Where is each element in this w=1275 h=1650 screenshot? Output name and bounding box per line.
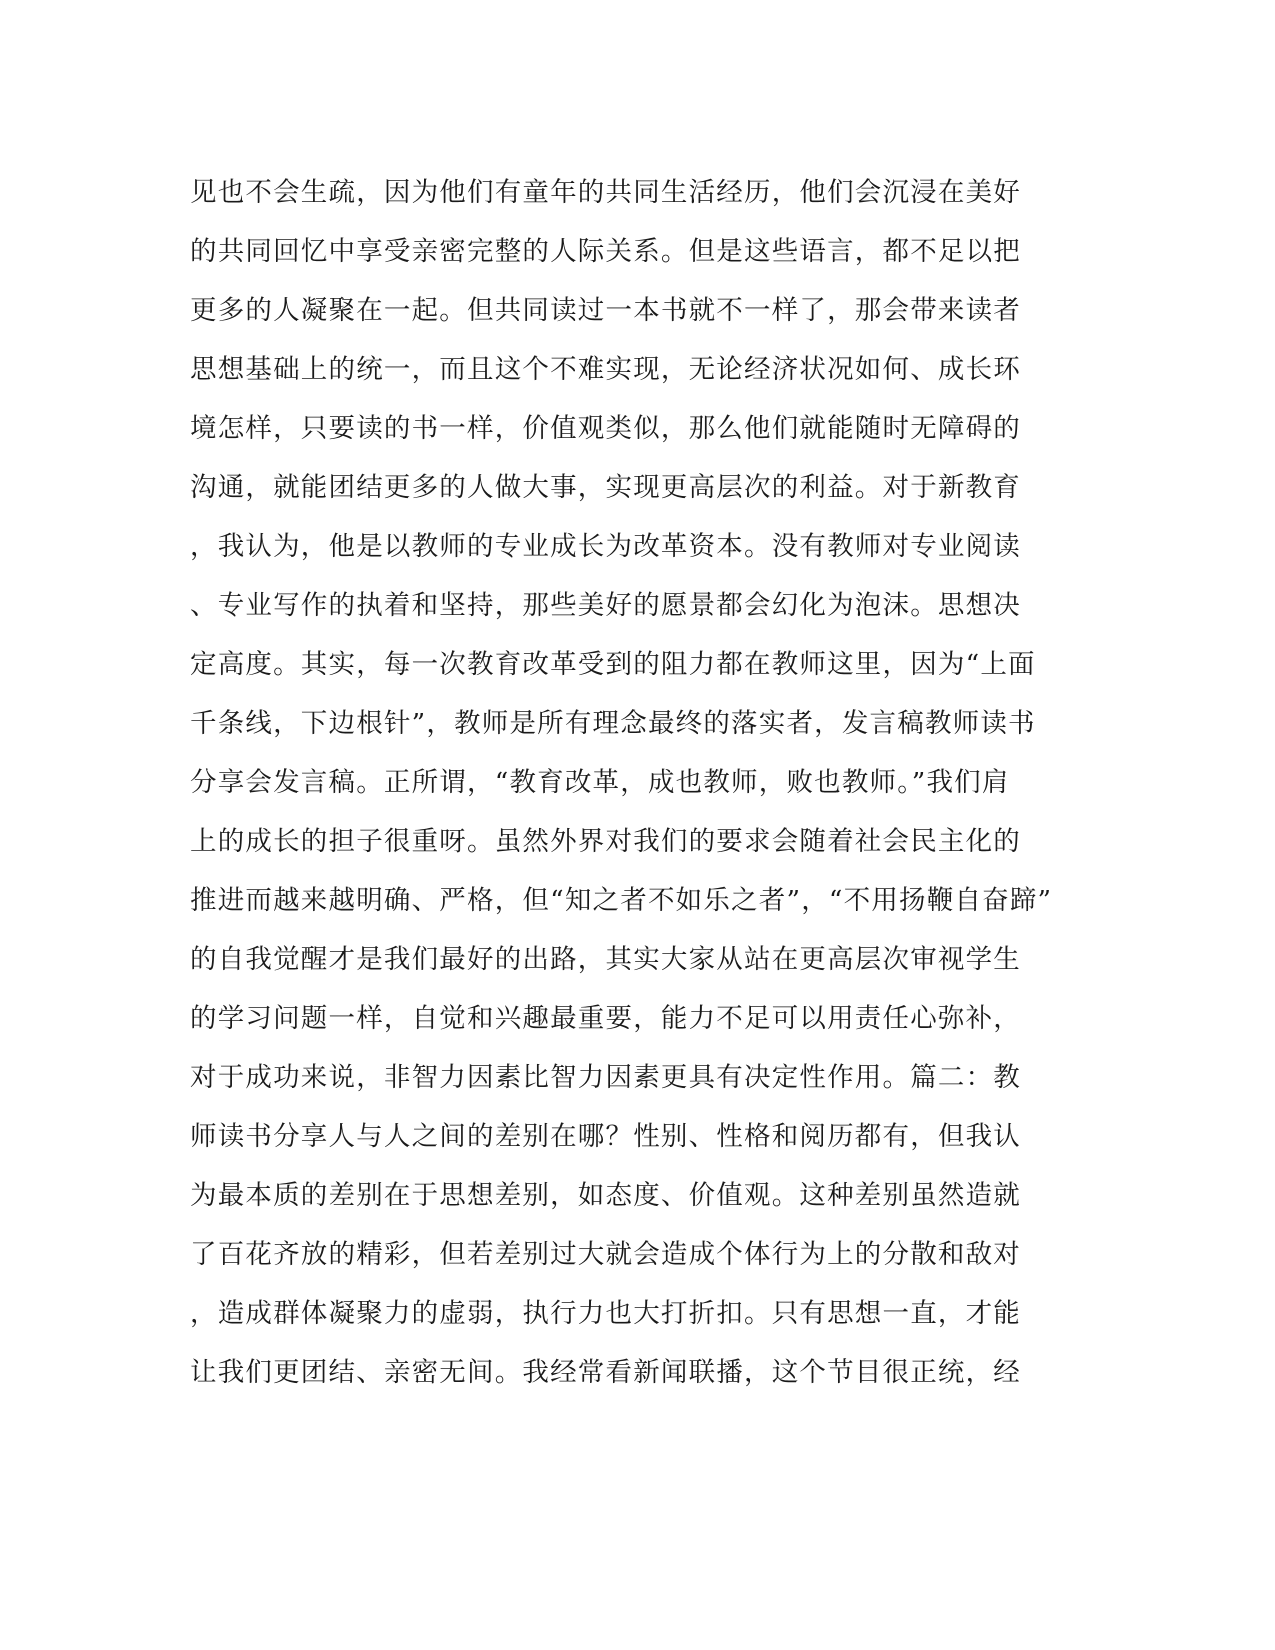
text-line: 千条线，下边根针”，教师是所有理念最终的落实者，发言稿教师读书 bbox=[190, 708, 1036, 739]
text-line: ，我认为，他是以教师的专业成长为改革资本。没有教师对专业阅读 bbox=[190, 531, 1021, 562]
text-line: 的共同回忆中享受亲密完整的人际关系。但是这些语言，都不足以把 bbox=[190, 236, 1021, 267]
body-text bbox=[190, 163, 1070, 1402]
text-line: 思想基础上的统一，而且这个不难实现，无论经济状况如何、成长环 bbox=[190, 354, 1021, 385]
text-line: 分享会发言稿。正所谓，“教育改革，成也教师，败也教师。”我们肩 bbox=[190, 767, 1010, 798]
text-line: 为最本质的差别在于思想差别，如态度、价值观。这种差别虽然造就 bbox=[190, 1180, 1021, 1211]
text-line: 让我们更团结、亲密无间。我经常看新闻联播，这个节目很正统，经 bbox=[190, 1357, 1021, 1388]
text-line: 更多的人凝聚在一起。但共同读过一本书就不一样了，那会带来读者 bbox=[190, 295, 1021, 326]
text-line: 的自我觉醒才是我们最好的出路，其实大家从站在更高层次审视学生 bbox=[190, 944, 1021, 975]
text-line: 对于成功来说，非智力因素比智力因素更具有决定性作用。篇二：教 bbox=[190, 1062, 1021, 1093]
text-line: 沟通，就能团结更多的人做大事，实现更高层次的利益。对于新教育 bbox=[190, 472, 1021, 503]
text-line: 上的成长的担子很重呀。虽然外界对我们的要求会随着社会民主化的 bbox=[190, 826, 1021, 857]
text-line: 定高度。其实，每一次教育改革受到的阻力都在教师这里，因为“上面 bbox=[190, 649, 1036, 680]
text-line: 推进而越来越明确、严格，但“知之者不如乐之者”，“不用扬鞭自奋蹄” bbox=[190, 885, 1053, 916]
text-line: 了百花齐放的精彩，但若差别过大就会造成个体行为上的分散和敌对 bbox=[190, 1239, 1021, 1270]
text-line: ，造成群体凝聚力的虚弱，执行力也大打折扣。只有思想一直，才能 bbox=[190, 1298, 1021, 1329]
text-line: 、专业写作的执着和坚持，那些美好的愿景都会幻化为泡沫。思想决 bbox=[190, 590, 1021, 621]
text-line: 见也不会生疏，因为他们有童年的共同生活经历，他们会沉浸在美好 bbox=[190, 177, 1021, 208]
text-line: 的学习问题一样，自觉和兴趣最重要，能力不足可以用责任心弥补， bbox=[190, 1003, 1021, 1034]
text-line: 境怎样，只要读的书一样，价值观类似，那么他们就能随时无障碍的 bbox=[190, 413, 1021, 444]
text-line: 师读书分享人与人之间的差别在哪？性别、性格和阅历都有，但我认 bbox=[190, 1121, 1021, 1152]
